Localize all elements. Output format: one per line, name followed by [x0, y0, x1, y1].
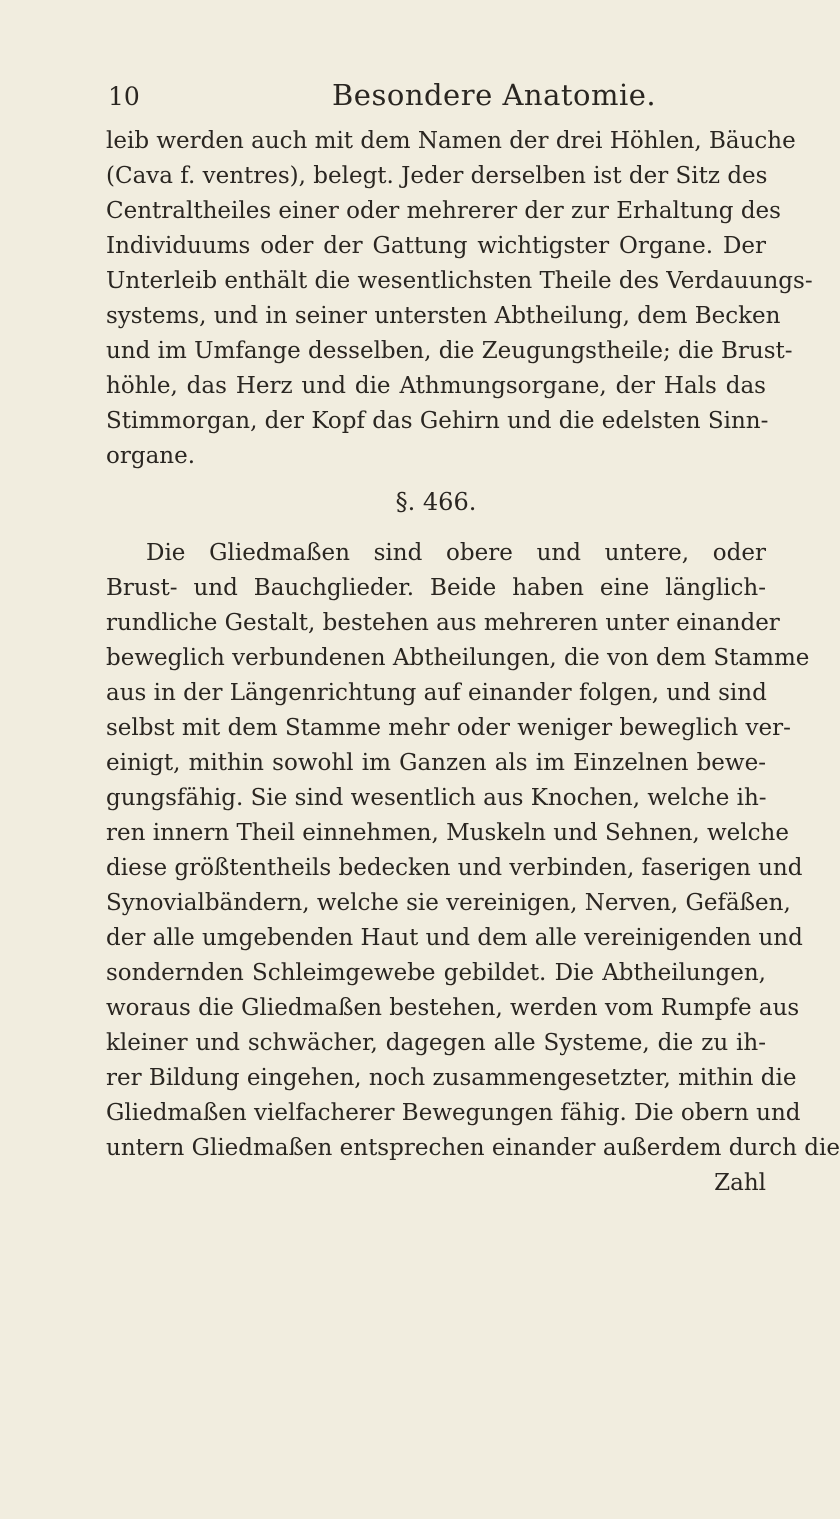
text-line: aus in der Längenrichtung auf einander folgen, und sind: [106, 680, 767, 706]
section-wrapper: [106, 474, 766, 536]
text-line: Gliedmaßen vielfacherer Bewegungen fähig. Die obern und: [106, 1100, 801, 1126]
running-head: Besondere Anatomie.: [332, 78, 657, 112]
text-line: kleiner und schwächer, dagegen alle Systeme, die zu ih-: [106, 1030, 766, 1056]
paragraph-1: [106, 124, 813, 474]
text-line: und im Umfange desselben, die Zeugungstheile; die Brust-: [106, 338, 793, 364]
text-line: rer Bildung eingehen, noch zusammengesetzter, mithin die: [106, 1065, 797, 1091]
text-line: (Cava f. ventres), belegt. Jeder derselben ist der Sitz des: [106, 163, 768, 189]
section-number: §. 466.: [395, 488, 477, 516]
text-line: höhle, das Herz und die Athmungsorgane, der Hals das: [106, 373, 766, 399]
text-line: sondernden Schleimgewebe gebildet. Die Abtheilungen,: [106, 960, 766, 986]
paragraph-2: [106, 536, 840, 1201]
text-line: systems, und in seiner untersten Abtheilung, dem Becken: [106, 303, 781, 329]
page-body: [106, 124, 840, 1201]
text-line: selbst mit dem Stamme mehr oder weniger beweglich ver-: [106, 715, 791, 741]
text-line: der alle umgebenden Haut und dem alle vereinigenden und: [106, 925, 803, 951]
text-line: organe.: [106, 443, 196, 469]
text-line: diese größtentheils bedecken und verbinden, faserigen und: [106, 855, 803, 881]
page-header: [92, 78, 752, 118]
text-line: Die Gliedmaßen sind obere und untere, oder: [146, 540, 766, 566]
text-line: gungsfähig. Sie sind wesentlich aus Knochen, welche ih-: [106, 785, 767, 811]
text-line: rundliche Gestalt, bestehen aus mehreren unter einander: [106, 610, 780, 636]
text-line: leib werden auch mit dem Namen der drei Höhlen, Bäuche: [106, 128, 796, 154]
text-line: woraus die Gliedmaßen bestehen, werden vom Rumpfe aus: [106, 995, 800, 1021]
text-line: beweglich verbundenen Abtheilungen, die von dem Stamme: [106, 645, 810, 671]
page-number: 10: [108, 82, 140, 111]
text-line: einigt, mithin sowohl im Ganzen als im Einzelnen bewe-: [106, 750, 766, 776]
text-line: untern Gliedmaßen entsprechen einander außerdem durch die: [106, 1135, 840, 1161]
catchword: Zahl: [714, 1170, 766, 1196]
text-line: ren innern Theil einnehmen, Muskeln und Sehnen, welche: [106, 820, 789, 846]
text-line: Unterleib enthält die wesentlichsten Theile des Verdauungs-: [106, 268, 813, 294]
text-line: Brust- und Bauchglieder. Beide haben eine länglich-: [106, 575, 766, 601]
text-line: Centraltheiles einer oder mehrerer der zur Erhaltung des: [106, 198, 781, 224]
text-line: Synovialbändern, welche sie vereinigen, Nerven, Gefäßen,: [106, 890, 791, 916]
text-line: Individuums oder der Gattung wichtigster Organe. Der: [106, 233, 766, 259]
text-line: Stimmorgan, der Kopf das Gehirn und die edelsten Sinn-: [106, 408, 769, 434]
